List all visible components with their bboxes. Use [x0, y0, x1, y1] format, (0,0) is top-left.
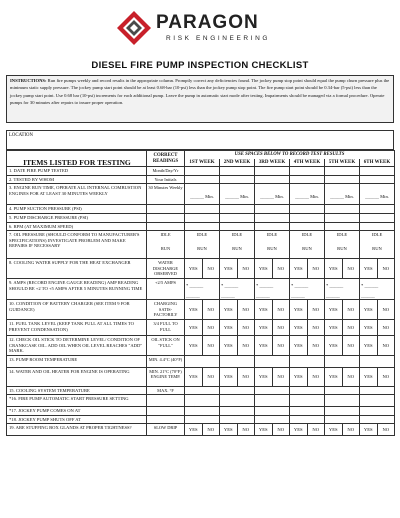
result-field[interactable] — [325, 415, 360, 424]
result-field[interactable] — [220, 222, 255, 231]
week-header: 2ND WEEK — [220, 159, 255, 167]
amps-field[interactable]: * ______ ______ — [220, 278, 255, 299]
table-row — [7, 415, 395, 424]
result-field[interactable] — [325, 213, 360, 222]
result-field[interactable] — [255, 205, 290, 214]
amps-field[interactable]: * ______ ______ — [255, 278, 290, 299]
table-row — [7, 205, 395, 214]
result-field[interactable] — [325, 205, 360, 214]
yes-box[interactable]: YES — [255, 367, 273, 386]
result-field[interactable] — [220, 205, 255, 214]
page-title: DIESEL FIRE PUMP INSPECTION CHECKLIST — [91, 60, 309, 71]
item-label: 14. WATER AND OIL HEATER FOR ENGINE IS OPERATING — [7, 367, 147, 386]
no-box[interactable]: NO — [377, 367, 395, 386]
result-field[interactable] — [255, 395, 290, 407]
yes-box[interactable]: YES — [255, 319, 273, 335]
yes-box[interactable]: YES — [220, 424, 238, 436]
yes-box[interactable]: YES — [325, 335, 343, 355]
no-box[interactable]: NO — [202, 424, 220, 436]
amps-field[interactable]: * ______ ______ — [185, 278, 220, 299]
result-field[interactable] — [220, 386, 255, 395]
yes-box[interactable]: YES — [220, 367, 238, 386]
yes-box[interactable]: YES — [360, 335, 378, 355]
no-box[interactable]: NO — [202, 300, 220, 320]
result-field[interactable] — [325, 355, 360, 367]
table-row — [7, 407, 395, 416]
min-unit: Min. — [310, 194, 319, 200]
run-label: RUN — [372, 245, 382, 251]
no-box[interactable]: NO — [307, 335, 325, 355]
idle-label: IDLE — [231, 232, 243, 238]
result-field[interactable] — [325, 407, 360, 416]
yes-box[interactable]: YES — [220, 259, 238, 279]
table-row — [7, 424, 395, 436]
no-box[interactable]: NO — [237, 259, 255, 279]
table-row — [7, 367, 395, 386]
run-label: RUN — [302, 245, 312, 251]
minutes-field[interactable]: ______ Min. — [325, 184, 360, 205]
result-field[interactable] — [360, 386, 395, 395]
result-field[interactable] — [185, 205, 220, 214]
result-field[interactable] — [185, 407, 220, 416]
yes-box[interactable]: YES — [290, 335, 308, 355]
result-field[interactable] — [360, 355, 395, 367]
table-row — [7, 278, 395, 299]
result-field[interactable] — [220, 213, 255, 222]
yes-box[interactable]: YES — [255, 424, 273, 436]
result-field[interactable] — [360, 175, 395, 184]
minutes-field[interactable]: ______ Min. — [220, 184, 255, 205]
star-mark: * — [186, 282, 189, 288]
run-label: RUN — [197, 245, 207, 251]
idle-label: IDLE — [266, 232, 278, 238]
minutes-field[interactable]: ______ Min. — [360, 184, 395, 205]
amps-field[interactable]: * ______ ______ — [360, 278, 395, 299]
result-field[interactable] — [185, 213, 220, 222]
no-box[interactable]: NO — [237, 367, 255, 386]
correct-reading: 30 Minutes Weekly — [147, 184, 185, 205]
correct-reading: MIN. 21°C (70°F) ENGINE TEMP. — [147, 367, 185, 386]
no-box[interactable]: NO — [202, 335, 220, 355]
oil-pressure-field[interactable] — [220, 231, 255, 259]
table-row — [7, 213, 395, 222]
item-label: 7. OIL PRESSURE (SHOULD CONFORM TO MANUFACTURER'S SPECIFICATIONS) INVESTIGATE PROBLEM AND MAKE REPAIRS IF NECESSARY — [7, 231, 147, 259]
table-row — [7, 386, 395, 395]
week-header: 4TH WEEK — [290, 159, 325, 167]
correct-reading — [147, 415, 185, 424]
paragon-logo — [114, 8, 304, 50]
instructions-text: Run fire pumps weekly and record results in the appropriate column. Promptly correct any deficiencies found. The jockey pump stop point should equal the pump churn pressure plus the minimum static supply pressure. The jockey pump start point should be at least 0.68-bar (10-psi) less than the jockey pump stop point. The fire pump start point should be 0.34-bar (5-psi) less than the jockey pump start point. Use 0.68 bar (10-psi) increments for each additional pump. Leave the pump in automatic start mode after testing. Impairments should be managed via a formal procedure. Operate pumps for 30 minutes after repairs to insure proper operation. — [10, 78, 390, 106]
logo-sub-text: RISK ENGINEERING — [166, 35, 271, 42]
idle-label: IDLE — [196, 232, 208, 238]
star-mark: * — [256, 282, 259, 288]
result-field[interactable] — [185, 167, 220, 176]
correct-readings-header: CORRECT READINGS — [147, 151, 185, 167]
oil-pressure-field[interactable] — [255, 231, 290, 259]
idle-label: IDLE — [160, 232, 171, 238]
item-label: 1. DATE FIRE PUMP TESTED — [7, 167, 147, 176]
result-field[interactable] — [220, 395, 255, 407]
table-row — [7, 184, 395, 205]
yes-box[interactable]: YES — [360, 367, 378, 386]
no-box[interactable]: NO — [342, 319, 360, 335]
checklist-table — [6, 150, 395, 436]
item-label: 9. AMPS (RECORD ENGINE GAUGE READING) AMP READING SHOULD BE +2 TO +5 AMPS AFTER 5 MINUTES RUNNING TIME — [7, 278, 147, 299]
item-label: 10. CONDITION OF BATTERY CHARGER (SEE ITEM 9 FOR GUIDANCE) — [7, 300, 147, 320]
yes-box[interactable]: YES — [255, 300, 273, 320]
no-box[interactable]: NO — [272, 335, 290, 355]
table-row — [7, 231, 395, 259]
table-row — [7, 395, 395, 407]
correct-reading: WATER DISCHARGE OBSERVED — [147, 259, 185, 279]
result-field[interactable] — [290, 395, 325, 407]
yes-box[interactable]: YES — [290, 367, 308, 386]
instructions-box — [6, 75, 394, 123]
item-label: 13. PUMP ROOM TEMPERATURE — [7, 355, 147, 367]
amps-field[interactable]: * ______ ______ — [290, 278, 325, 299]
yes-box[interactable]: YES — [185, 335, 203, 355]
week-header: 3RD WEEK — [255, 159, 290, 167]
no-box[interactable]: NO — [377, 259, 395, 279]
item-label: *17. JOCKEY PUMP COMES ON AT — [7, 407, 147, 416]
item-label: 12. CHECK OIL STICK TO DETERMINE LEVEL/ CONDITION OF CRANKCASE OIL. ADD OIL WHEN OIL LEVEL REACHES "ADD" MARK. — [7, 335, 147, 355]
yes-box[interactable]: YES — [220, 335, 238, 355]
yes-box[interactable]: YES — [255, 335, 273, 355]
star-mark: * — [221, 282, 224, 288]
result-field[interactable] — [325, 386, 360, 395]
result-field[interactable] — [360, 407, 395, 416]
yes-box[interactable]: YES — [360, 424, 378, 436]
result-field[interactable] — [290, 386, 325, 395]
item-label: *16. FIRE PUMP AUTOMATIC START PRESSURE SETTING — [7, 395, 147, 407]
item-label: 6. RPM (AT MAXIMUM SPEED) — [7, 222, 147, 231]
correct-reading: Month/Day/Yr — [147, 167, 185, 176]
result-field[interactable] — [290, 407, 325, 416]
correct-reading — [147, 231, 185, 259]
result-field[interactable] — [325, 395, 360, 407]
amps-field[interactable]: * ______ ______ — [325, 278, 360, 299]
min-unit: Min. — [345, 194, 354, 200]
yes-box[interactable]: YES — [185, 300, 203, 320]
week-header: 5TH WEEK — [325, 159, 360, 167]
yes-box[interactable]: YES — [185, 367, 203, 386]
minutes-field[interactable]: ______ Min. — [290, 184, 325, 205]
result-field[interactable] — [290, 175, 325, 184]
result-field[interactable] — [290, 213, 325, 222]
result-field[interactable] — [185, 415, 220, 424]
result-field[interactable] — [360, 415, 395, 424]
star-mark: * — [326, 282, 329, 288]
result-field[interactable] — [255, 386, 290, 395]
week-header: 1ST WEEK — [185, 159, 220, 167]
result-field[interactable] — [185, 386, 220, 395]
result-field[interactable] — [360, 205, 395, 214]
no-box[interactable]: NO — [342, 300, 360, 320]
result-field[interactable] — [325, 175, 360, 184]
minutes-field[interactable]: ______ Min. — [255, 184, 290, 205]
result-field[interactable] — [185, 222, 220, 231]
no-box[interactable]: NO — [307, 300, 325, 320]
result-field[interactable] — [220, 167, 255, 176]
result-field[interactable] — [255, 355, 290, 367]
correct-reading — [147, 222, 185, 231]
table-row — [7, 167, 395, 176]
min-unit: Min. — [380, 194, 389, 200]
result-field[interactable] — [360, 213, 395, 222]
correct-reading — [147, 213, 185, 222]
no-box[interactable]: NO — [307, 319, 325, 335]
no-box[interactable]: NO — [272, 367, 290, 386]
no-box[interactable]: NO — [342, 335, 360, 355]
result-field[interactable] — [220, 175, 255, 184]
correct-reading: +2/5 AMPS — [147, 278, 185, 299]
result-field[interactable] — [255, 175, 290, 184]
yes-box[interactable]: YES — [325, 319, 343, 335]
correct-reading: CHARGING SATIS-FACTORILY — [147, 300, 185, 320]
result-field[interactable] — [255, 222, 290, 231]
yes-box[interactable]: YES — [325, 424, 343, 436]
yes-box[interactable]: YES — [360, 259, 378, 279]
yes-box[interactable]: YES — [290, 424, 308, 436]
correct-reading: MAX. °F — [147, 386, 185, 395]
item-label: *18. JOCKEY PUMP SHUTS OFF AT — [7, 415, 147, 424]
no-box[interactable]: NO — [237, 319, 255, 335]
result-field[interactable] — [290, 355, 325, 367]
table-row — [7, 175, 395, 184]
correct-reading: 3/4 FULL TO FULL — [147, 319, 185, 335]
table-row — [7, 319, 395, 335]
item-label: 3. ENGINE RUN TIME, OPERATE ALL INTERNAL COMBUSTION ENGINES FOR AT LEAST 30 MINUTES WEEKLY — [7, 184, 147, 205]
run-label: RUN — [232, 245, 242, 251]
result-field[interactable] — [255, 167, 290, 176]
logo-brand-text: PARAGON — [156, 12, 259, 33]
correct-reading: Your Initials — [147, 175, 185, 184]
no-box[interactable]: NO — [377, 300, 395, 320]
location-label: LOCATION — [9, 133, 33, 138]
minutes-field[interactable]: ______ Min. — [185, 184, 220, 205]
no-box[interactable]: NO — [202, 367, 220, 386]
items-header: ITEMS LISTED FOR TESTING — [7, 151, 147, 167]
result-field[interactable] — [290, 205, 325, 214]
min-unit: Min. — [240, 194, 249, 200]
result-field[interactable] — [255, 213, 290, 222]
result-field[interactable] — [290, 167, 325, 176]
correct-reading: OIL STICK ON "FULL" — [147, 335, 185, 355]
oil-pressure-field[interactable] — [360, 231, 395, 259]
item-label: 8. COOLING WATER SUPPLY FOR THE HEAT EXCHANGER — [7, 259, 147, 279]
star-mark: * — [291, 282, 294, 288]
item-label: 2. TESTED BY WHOM — [7, 175, 147, 184]
no-box[interactable]: NO — [307, 259, 325, 279]
table-row — [7, 355, 395, 367]
result-field[interactable] — [325, 222, 360, 231]
result-field[interactable] — [185, 355, 220, 367]
no-box[interactable]: NO — [237, 300, 255, 320]
idle-label: IDLE — [301, 232, 313, 238]
no-box[interactable]: NO — [272, 319, 290, 335]
result-field[interactable] — [325, 167, 360, 176]
result-field[interactable] — [185, 395, 220, 407]
min-unit: Min. — [205, 194, 214, 200]
no-box[interactable]: NO — [272, 300, 290, 320]
star-mark: * — [361, 282, 364, 288]
no-box[interactable]: NO — [377, 319, 395, 335]
item-label: 4. PUMP SUCTION PRESSURE (PSI) — [7, 205, 147, 214]
result-field[interactable] — [360, 395, 395, 407]
yes-box[interactable]: YES — [290, 259, 308, 279]
yes-box[interactable]: YES — [220, 319, 238, 335]
result-field[interactable] — [255, 407, 290, 416]
result-field[interactable] — [220, 415, 255, 424]
result-field[interactable] — [290, 222, 325, 231]
table-row — [7, 335, 395, 355]
oil-pressure-field[interactable] — [185, 231, 220, 259]
result-field[interactable] — [290, 415, 325, 424]
table-row — [7, 259, 395, 279]
yes-box[interactable]: YES — [360, 300, 378, 320]
result-field[interactable] — [220, 407, 255, 416]
item-label: 5. PUMP DISCHARGE PRESSURE (PSI) — [7, 213, 147, 222]
instructions-label: INSTRUCTIONS: — [10, 78, 47, 83]
item-label: 19. ARE STUFFING BOX GLANDS AT PROPER TIGHTNESS? — [7, 424, 147, 436]
yes-box[interactable]: YES — [220, 300, 238, 320]
oil-pressure-field[interactable] — [325, 231, 360, 259]
no-box[interactable]: NO — [237, 335, 255, 355]
correct-reading: MIN. 4.4°C (40°F) — [147, 355, 185, 367]
run-label: RUN — [337, 245, 347, 251]
no-box[interactable]: NO — [272, 424, 290, 436]
no-box[interactable]: NO — [202, 319, 220, 335]
location-field[interactable] — [6, 130, 394, 150]
min-unit: Min. — [275, 194, 284, 200]
yes-box[interactable]: YES — [255, 259, 273, 279]
yes-box[interactable]: YES — [325, 259, 343, 279]
table-row — [7, 300, 395, 320]
idle-label: IDLE — [336, 232, 348, 238]
yes-box[interactable]: YES — [325, 300, 343, 320]
use-spaces-header: USE SPACES BELOW TO RECORD TEST RESULTS — [185, 151, 395, 159]
result-field[interactable] — [360, 222, 395, 231]
yes-box[interactable]: YES — [185, 319, 203, 335]
week-header: 6TH WEEK — [360, 159, 395, 167]
no-box[interactable]: NO — [272, 259, 290, 279]
run-label: RUN — [267, 245, 277, 251]
correct-reading — [147, 205, 185, 214]
oil-pressure-field[interactable] — [290, 231, 325, 259]
result-field[interactable] — [255, 415, 290, 424]
idle-label: IDLE — [371, 232, 383, 238]
item-label: 11. FUEL TANK LEVEL (KEEP TANK FULL AT ALL TIMES TO PREVENT CONDENSATION) — [7, 319, 147, 335]
correct-reading: SLOW DRIP — [147, 424, 185, 436]
yes-box[interactable]: YES — [290, 319, 308, 335]
yes-box[interactable]: YES — [185, 424, 203, 436]
run-label: RUN — [160, 245, 171, 251]
result-field[interactable] — [360, 167, 395, 176]
yes-box[interactable]: YES — [325, 367, 343, 386]
no-box[interactable]: NO — [307, 367, 325, 386]
paragon-logo-mark-icon — [116, 10, 152, 46]
no-box[interactable]: NO — [377, 424, 395, 436]
no-box[interactable]: NO — [342, 367, 360, 386]
result-field[interactable] — [220, 355, 255, 367]
correct-reading — [147, 395, 185, 407]
no-box[interactable]: NO — [307, 424, 325, 436]
yes-box[interactable]: YES — [360, 319, 378, 335]
no-box[interactable]: NO — [202, 259, 220, 279]
yes-box[interactable]: YES — [290, 300, 308, 320]
no-box[interactable]: NO — [377, 335, 395, 355]
item-label: 15. COOLING SYSTEM TEMPERATURE — [7, 386, 147, 395]
no-box[interactable]: NO — [237, 424, 255, 436]
table-row — [7, 222, 395, 231]
no-box[interactable]: NO — [342, 259, 360, 279]
correct-reading — [147, 407, 185, 416]
yes-box[interactable]: YES — [185, 259, 203, 279]
result-field[interactable] — [185, 175, 220, 184]
no-box[interactable]: NO — [342, 424, 360, 436]
